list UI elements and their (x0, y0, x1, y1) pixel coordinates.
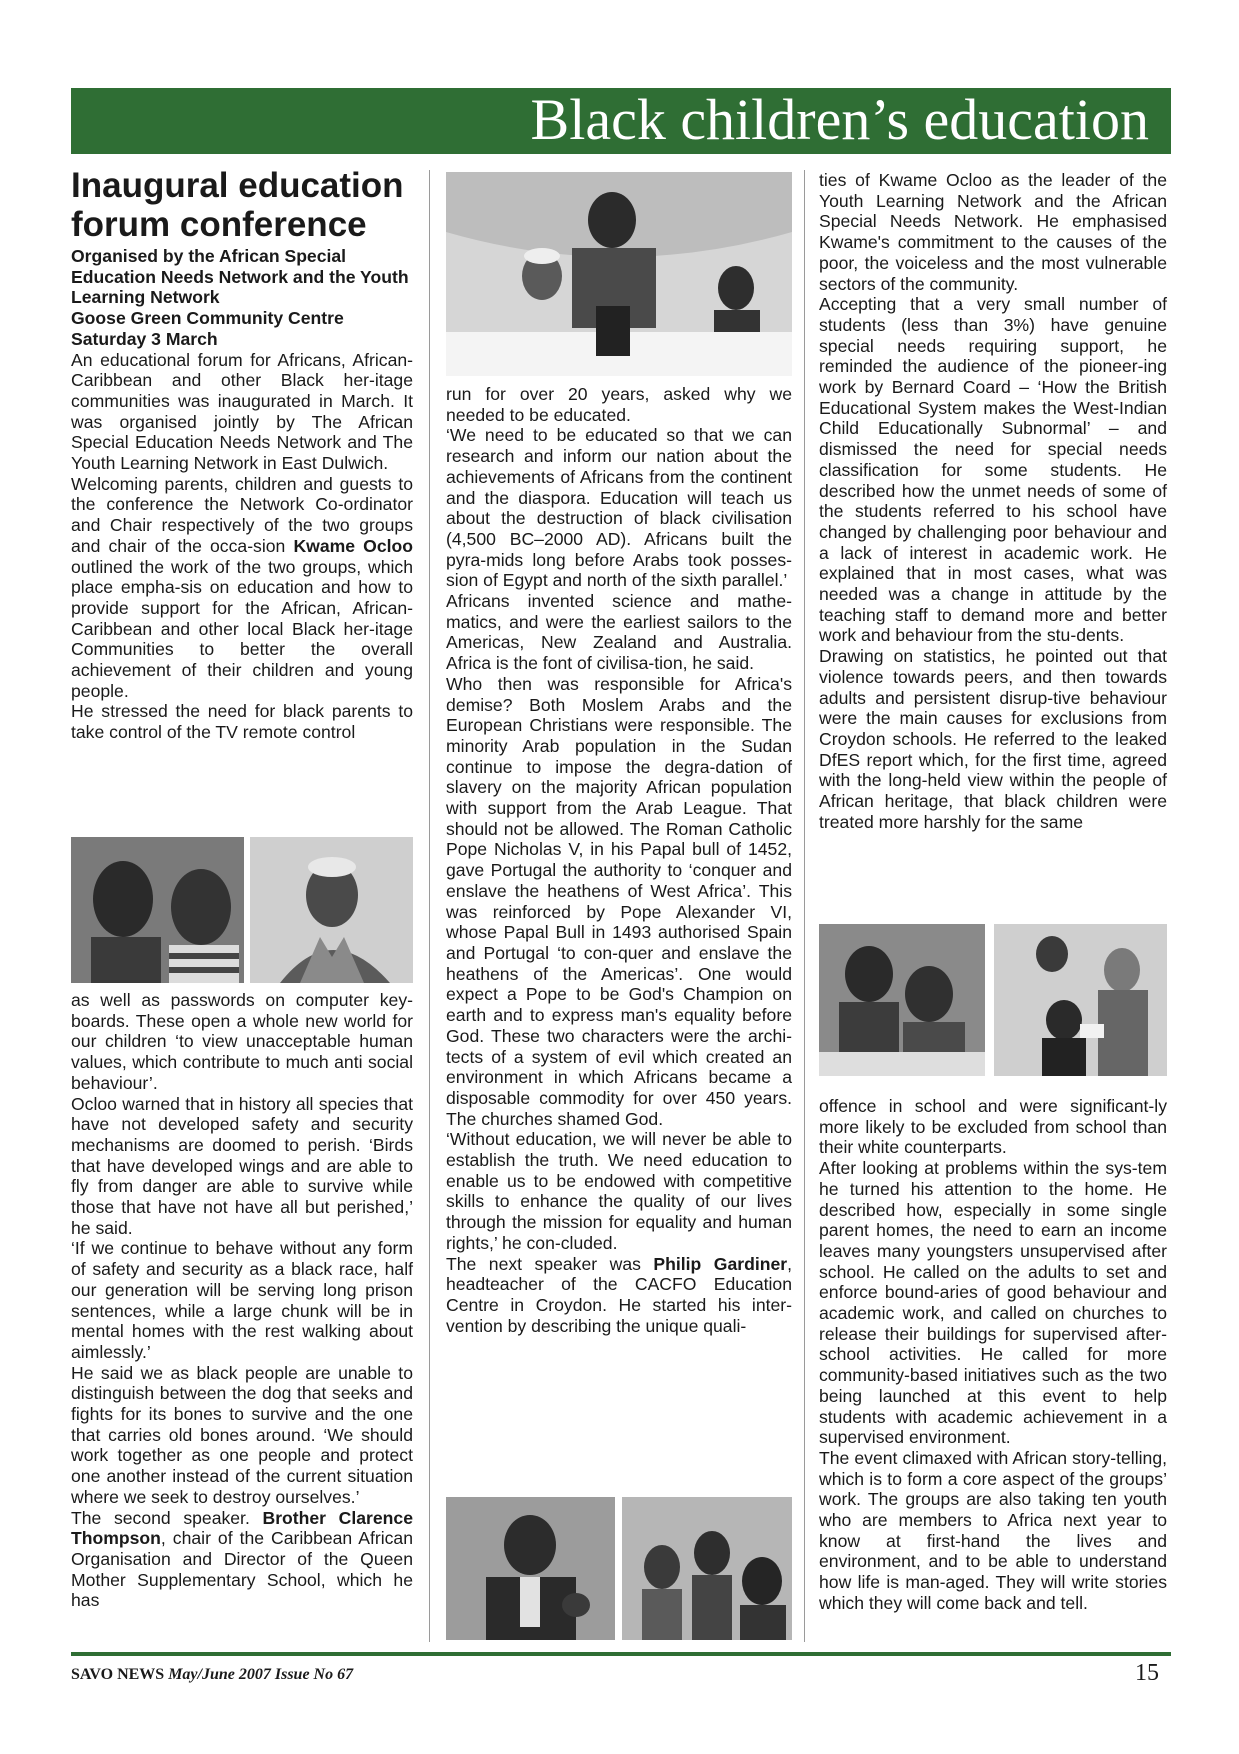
photo-headteacher (446, 1497, 615, 1640)
paragraph: as well as passwords on computer key-boards. These open a whole new world for our children ‘to view unacceptable human values, which contribute to much anti social behaviour’. (71, 990, 413, 1093)
paragraph: ‘Without education, we will never be able to establish the truth. We need education to enable us to be endowed with competitive skills to enhance the quality of our lives through the mission for equality and human rights,’ he con-cluded. (446, 1129, 792, 1253)
paragraph: offence in school and were significant-ly more likely to be excluded from school than their white counterparts. (819, 1096, 1167, 1158)
page-number: 15 (1135, 1660, 1159, 1686)
paragraph: ‘We need to be educated so that we can research and inform our nation about the achievements of Africans from the continent and the diaspora. Education will teach us about the destruction of black civilisation (4,500 BC–2000 AD). Africans built the pyra-mids long before Arabs took posses-sion of Egypt and north of the sixth parallel.’ (446, 425, 792, 591)
article-column-1-continued (71, 990, 413, 1611)
photo-students (819, 924, 985, 1076)
speaker-name: Kwame Ocloo (293, 535, 413, 556)
subhead-venue: Goose Green Community Centre (71, 308, 344, 329)
speaker-name: Philip Gardiner (653, 1253, 788, 1274)
photo-speaker-panel-image (446, 172, 792, 376)
paragraph: Welcoming parents, children and guests to the conference the Network Co-ordinator and Chair respectively of the two groups and chair of the occa-sion Kwame Ocloo outlined the work of the two groups, which place empha-sis on education and how to provide support for the African, African-Caribbean and other local Black her-itage Communities to better the overall achievement of their children and young people. (71, 473, 413, 701)
article-column-1 (71, 166, 413, 743)
speaker-name: Brother Clarence Thompson (71, 1507, 413, 1549)
photo-headteacher-image (446, 1497, 615, 1640)
subhead-organisers: Organised by the African Special Education Needs Network and the Youth Learning Network (71, 246, 409, 308)
column-divider (804, 170, 805, 1642)
paragraph: ‘If we continue to behave without any form of safety and security as a black race, half our generation will be serving long prison sentences, while a large chunk will be in mental homes with the rest walking about aimlessly.’ (71, 1238, 413, 1362)
photo-children-image (71, 837, 244, 983)
paragraph: He said we as black people are unable to distinguish between the dog that seeks and fights for its bones to survive and the one that carries old bones around. ‘We should work together as one people and protect one another instead of the current situation where we seek to destroy ourselves.’ (71, 1362, 413, 1507)
photo-audience-image (622, 1497, 792, 1640)
paragraph: Ocloo warned that in history all species that have not developed safety and security mechanisms are doomed to perish. ‘Birds that have developed wings and are able to fly from danger are able to survive while those that have not have all but perished,’ he said. (71, 1093, 413, 1238)
paragraph: Drawing on statistics, he pointed out that violence towards peers, and then towards adults and persistent disrup-tive behaviour were the main causes for exclusions from Croydon schools. He referred to the leaked DfES report which, for the first time, agreed with the long-held view within the people of African heritage, that black children were treated more harshly for the same (819, 646, 1167, 832)
paragraph: Accepting that a very small number of students (less than 3%) have genuine special needs requiring support, he reminded the audience of the pioneer-ing work by Bernard Coard – ‘How the British Educational System makes the West-Indian Child Educationally Subnormal’ – and dismissed the need for special needs classification for some students. He described how the unmet needs of some of the students referred to his school have changed by challenging poor behaviour and a lack of interest in academic work. He explained that in most cases, what was needed was a change in attitude by the teaching staff to demand more and better work and behaviour from the stu-dents. (819, 294, 1167, 646)
photo-audience (622, 1497, 792, 1640)
article-column-3-continued (819, 1096, 1167, 1614)
article-column-3 (819, 170, 1167, 833)
paragraph: run for over 20 years, asked why we needed to be educated. (446, 384, 792, 425)
photo-elder-speaker-image (250, 837, 413, 983)
paragraph: He stressed the need for black parents to take control of the TV remote control (71, 701, 413, 743)
photo-award (994, 924, 1167, 1076)
footer-rule (71, 1652, 1171, 1656)
paragraph: After looking at problems within the sys-tem he turned his attention to the home. He described how, especially in some single parent homes, the need to earn an income leaves many youngsters unsupervised after school. He called on the adults to set and enforce bound-aries of good behaviour and academic work, and called on churches to release their buildings for supervised after-school activities. He called for more community-based initiatives such as the two being launched at this event to help students with academic achievement in a supervised environment. (819, 1158, 1167, 1448)
photo-award-image (994, 924, 1167, 1076)
paragraph: Africans invented science and mathe-matics, and were the earliest sailors to the Americas, New Zealand and Australia. Africa is the font of civilisa-tion, he said. (446, 591, 792, 674)
paragraph: Who then was responsible for Africa's demise? Both Moslem Arabs and the European Christians were responsible. The minority Arab population in the Sudan continue to impose the degra-dation of slavery on the majority African population with support from the Arab League. That should not be allowed. The Roman Catholic Pope Nicholas V, in his Papal bull of 1452, gave Portugal the authority to ‘conquer and enslave the heathens of West Africa’. This was reinforced by Pope Alexander VI, whose Papal Bull in 1493 authorised Spain and Portugal ‘to con-quer and enslave the heathens of the Americas’. One would expect a Pope to be God's Champion on earth and to express man's equality before God. These two characters were the archi-tects of a system of evil which created an environment in which Africans became a disposable commodity for over 450 years. The churches shamed God. (446, 673, 792, 1129)
paragraph: ties of Kwame Ocloo as the leader of the Youth Learning Network and the African Special Needs Network. He emphasised Kwame's commitment to the causes of the poor, the voiceless and the most vulnerable sectors of the community. (819, 170, 1167, 294)
photo-students-image (819, 924, 985, 1076)
publication-name: SAVO NEWS (71, 1666, 165, 1683)
column-divider (429, 170, 430, 1642)
article-headline: Inaugural education forum conference (71, 166, 404, 244)
article-column-2 (446, 384, 792, 1336)
footer-publication (71, 1666, 353, 1684)
paragraph: The event climaxed with African story-telling, which is to form a core aspect of the groups’ work. The groups are also taking ten youth who are members to Africa next year to know at first-hand the lives and environment, and to be able to understand how life is man-aged. They will write stories which they will come back and tell. (819, 1447, 1167, 1613)
photo-speaker-panel (446, 172, 792, 376)
photo-elder-speaker (250, 837, 413, 983)
issue-info: May/June 2007 Issue No 67 (168, 1666, 354, 1683)
article-subhead (71, 246, 413, 350)
paragraph: The second speaker. Brother Clarence Thompson, chair of the Caribbean African Organisation and Director of the Queen Mother Supplementary School, which he has (71, 1507, 413, 1611)
section-banner (71, 88, 1171, 154)
photo-children (71, 837, 244, 983)
paragraph: An educational forum for Africans, African-Caribbean and other Black her-itage communities was inaugurated in March. It was organised jointly by The African Special Education Needs Network and The Youth Learning Network in East Dulwich. (71, 349, 413, 474)
paragraph: The next speaker was Philip Gardiner, headteacher of the CACFO Education Centre in Croydon. He started his inter-vention by describing the unique quali- (446, 1253, 792, 1336)
subhead-date: Saturday 3 March (71, 328, 218, 349)
section-title: Black children’s education (530, 87, 1149, 152)
